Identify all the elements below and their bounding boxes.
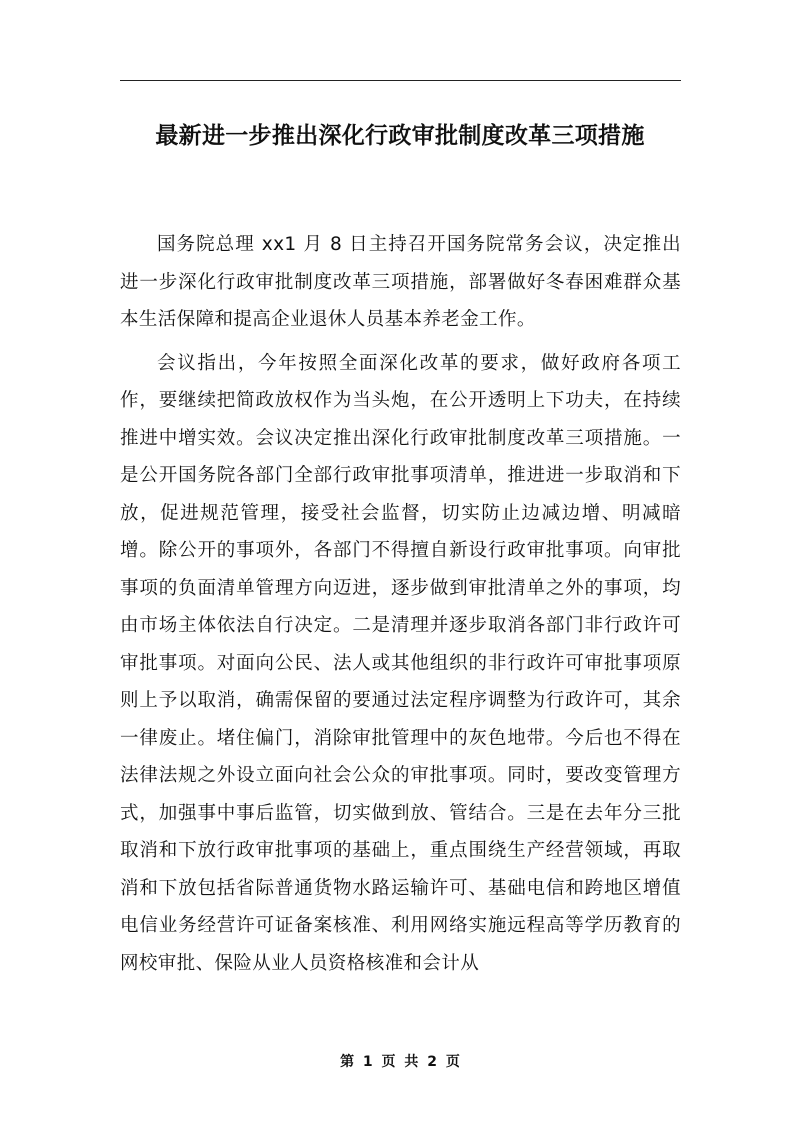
paragraph-meeting: 会议指出，今年按照全面深化改革的要求，做好政府各项工作，要继续把简政放权作为当头炮，在公开透明上下功夫，在持续推进中增实效。会议决定推出深化行政审批制度改革三项措施。一是公开国务院各部门全部行政审批事项清单，推进进一步取消和下放，促进规范管理，接受社会监督，切实防止边减边增、明减暗增。除公开的事项外，各部门不得擅自新设行政审批事项。向审批事项的负面清单管理方向迈进，逐步做到审批清单之外的事项，均由市场主体依法自行决定。二是清理并逐步取消各部门非行政许可审批事项。对面向公民、法人或其他组织的非行政许可审批事项原则上予以取消，确需保留的要通过法定程序调整为行政许可，其余一律废止。堵住偏门，消除审批管理中的灰色地带。今后也不得在法律法规之外设立面向社会公众的审批事项。同时，要改变管理方式，加强事中事后监管，切实做到放、管结合。三是在去年分三批取消和下放行政审批事项的基础上，重点围绕生产经营领域，再取消和下放包括省际普通货物水路运输许可、基础电信和跨地区增值电信业务经营许可证备案核准、利用网络实施远程高等学历教育的网校审批、保险从业人员资格核准和会计从	[120, 352, 681, 974]
document-title: 最新进一步推出深化行政审批制度改革三项措施	[155, 123, 645, 150]
paragraph-intro: 国务院总理 xx1 月 8 日主持召开国务院常务会议，决定推出进一步深化行政审批制度改革三项措施，部署做好冬春困难群众基本生活保障和提高企业退休人员基本养老金工作。	[120, 234, 681, 330]
page-number: 第 1 页 共 2 页	[340, 1054, 460, 1070]
header-rule	[120, 80, 681, 81]
document-body	[120, 226, 681, 988]
